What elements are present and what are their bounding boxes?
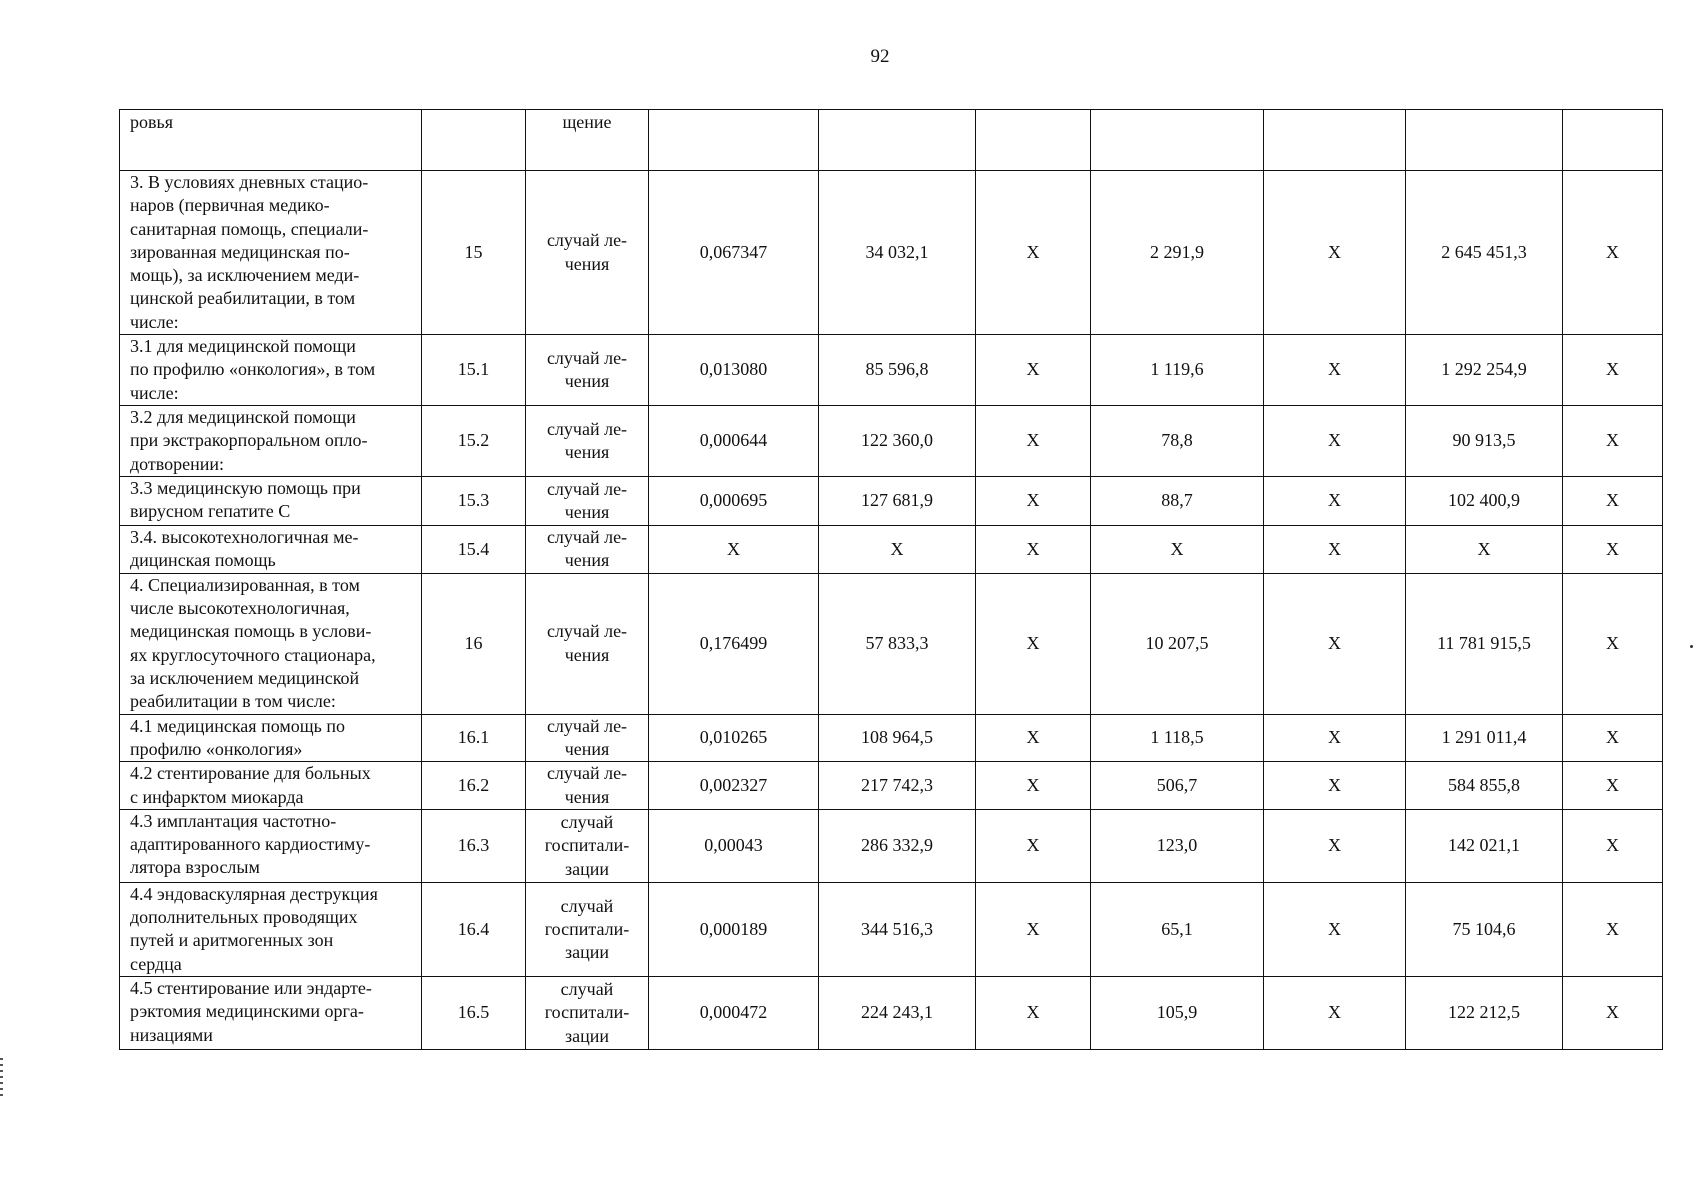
table-row: [120, 882, 1663, 976]
cell-c8: X: [1264, 335, 1406, 406]
cell-c7: 65,1: [1091, 882, 1264, 976]
data-table: [119, 109, 1663, 1050]
cell-c8: X: [1264, 762, 1406, 810]
cell-c5: 224 243,1: [819, 977, 976, 1050]
cell-c6: X: [976, 809, 1091, 882]
cell-c9: [1406, 110, 1563, 171]
cell-name: ровья: [120, 110, 422, 171]
cell-c5: [819, 110, 976, 171]
cell-c6: X: [976, 335, 1091, 406]
scan-edge-marks: [0, 1058, 3, 1098]
cell-c7: [1091, 110, 1264, 171]
cell-c8: X: [1264, 714, 1406, 762]
cell-c5: 344 516,3: [819, 882, 976, 976]
cell-code: 15.3: [422, 477, 526, 526]
cell-c7: 10 207,5: [1091, 573, 1264, 714]
scan-edge-dot: [1690, 645, 1693, 648]
cell-unit: случай ле- чения: [526, 526, 649, 574]
cell-c9: 122 212,5: [1406, 977, 1563, 1050]
cell-c9: 584 855,8: [1406, 762, 1563, 810]
cell-name: 4.3 имплантация частотно- адаптированного кардиостиму- лятора взрослым: [120, 809, 422, 882]
cell-code: 16: [422, 573, 526, 714]
cell-c6: X: [976, 573, 1091, 714]
table-row: [120, 762, 1663, 810]
table-row: [120, 477, 1663, 526]
table-body: [120, 110, 1663, 1050]
cell-c10: X: [1563, 762, 1663, 810]
cell-unit: случай госпитали- зации: [526, 977, 649, 1050]
cell-c4: 0,002327: [649, 762, 819, 810]
cell-c4: [649, 110, 819, 171]
cell-c8: [1264, 110, 1406, 171]
cell-c7: 123,0: [1091, 809, 1264, 882]
cell-c6: X: [976, 977, 1091, 1050]
cell-c10: X: [1563, 714, 1663, 762]
cell-c8: X: [1264, 526, 1406, 574]
cell-code: 15: [422, 171, 526, 335]
cell-name: 3. В условиях дневных стацио- наров (первичная медико- санитарная помощь, специали- зированная медицинская по- мощь), за исключением меди- цинской реабилитации, в том числе:: [120, 171, 422, 335]
cell-c4: 0,013080: [649, 335, 819, 406]
cell-code: 16.2: [422, 762, 526, 810]
cell-c7: 88,7: [1091, 477, 1264, 526]
cell-c5: 34 032,1: [819, 171, 976, 335]
cell-c9: 1 292 254,9: [1406, 335, 1563, 406]
cell-c8: X: [1264, 477, 1406, 526]
table-row: [120, 335, 1663, 406]
cell-c5: 85 596,8: [819, 335, 976, 406]
cell-c5: 57 833,3: [819, 573, 976, 714]
table-row: [120, 406, 1663, 477]
cell-code: 16.1: [422, 714, 526, 762]
cell-c8: X: [1264, 809, 1406, 882]
cell-unit: случай ле- чения: [526, 171, 649, 335]
cell-c9: 90 913,5: [1406, 406, 1563, 477]
cell-c10: X: [1563, 977, 1663, 1050]
cell-c4: 0,176499: [649, 573, 819, 714]
cell-name: 3.2 для медицинской помощи при экстракорпоральном опло- дотворении:: [120, 406, 422, 477]
cell-c7: 1 118,5: [1091, 714, 1264, 762]
cell-c4: 0,010265: [649, 714, 819, 762]
table-row: [120, 526, 1663, 574]
cell-c10: X: [1563, 882, 1663, 976]
cell-unit: случай ле- чения: [526, 762, 649, 810]
cell-name: 4.5 стентирование или эндарте- рэктомия медицинскими орга- низациями: [120, 977, 422, 1050]
cell-c8: X: [1264, 406, 1406, 477]
cell-code: 16.4: [422, 882, 526, 976]
cell-code: 15.4: [422, 526, 526, 574]
cell-unit: случай ле- чения: [526, 714, 649, 762]
cell-c5: X: [819, 526, 976, 574]
cell-name: 4.1 медицинская помощь по профилю «онкология»: [120, 714, 422, 762]
cell-c4: 0,000189: [649, 882, 819, 976]
cell-unit: случай ле- чения: [526, 477, 649, 526]
cell-c8: X: [1264, 573, 1406, 714]
cell-c5: 217 742,3: [819, 762, 976, 810]
cell-c9: 75 104,6: [1406, 882, 1563, 976]
cell-c8: X: [1264, 977, 1406, 1050]
cell-c9: 11 781 915,5: [1406, 573, 1563, 714]
cell-c4: 0,067347: [649, 171, 819, 335]
cell-unit: случай ле- чения: [526, 335, 649, 406]
table-row-continuation: [120, 110, 1663, 171]
cell-c7: 105,9: [1091, 977, 1264, 1050]
cell-c9: 102 400,9: [1406, 477, 1563, 526]
cell-c6: X: [976, 406, 1091, 477]
cell-name: 4. Специализированная, в том числе высокотехнологичная, медицинская помощь в услови- ях круглосуточного стационара, за исключением медицинской реабилитации в том числе:: [120, 573, 422, 714]
cell-c6: X: [976, 171, 1091, 335]
table-row: [120, 977, 1663, 1050]
cell-c10: X: [1563, 335, 1663, 406]
cell-unit: случай ле- чения: [526, 573, 649, 714]
cell-c5: 108 964,5: [819, 714, 976, 762]
cell-c6: X: [976, 477, 1091, 526]
cell-c10: X: [1563, 477, 1663, 526]
cell-code: 16.5: [422, 977, 526, 1050]
cell-c9: 142 021,1: [1406, 809, 1563, 882]
cell-c9: X: [1406, 526, 1563, 574]
cell-unit: случай госпитали- зации: [526, 809, 649, 882]
cell-c5: 286 332,9: [819, 809, 976, 882]
cell-c4: X: [649, 526, 819, 574]
cell-c7: 506,7: [1091, 762, 1264, 810]
cell-c5: 127 681,9: [819, 477, 976, 526]
cell-code: 16.3: [422, 809, 526, 882]
cell-c4: 0,00043: [649, 809, 819, 882]
cell-c4: 0,000644: [649, 406, 819, 477]
table-row: [120, 809, 1663, 882]
cell-name: 3.1 для медицинской помощи по профилю «онкология», в том числе:: [120, 335, 422, 406]
cell-c6: X: [976, 714, 1091, 762]
cell-c10: X: [1563, 573, 1663, 714]
cell-c10: X: [1563, 809, 1663, 882]
cell-name: 4.2 стентирование для больных с инфарктом миокарда: [120, 762, 422, 810]
cell-c6: X: [976, 762, 1091, 810]
cell-unit: случай ле- чения: [526, 406, 649, 477]
cell-c8: X: [1264, 882, 1406, 976]
cell-c7: X: [1091, 526, 1264, 574]
cell-c7: 2 291,9: [1091, 171, 1264, 335]
cell-c9: 2 645 451,3: [1406, 171, 1563, 335]
cell-code: 15.1: [422, 335, 526, 406]
cell-c4: 0,000472: [649, 977, 819, 1050]
cell-c6: [976, 110, 1091, 171]
cell-unit: щение: [526, 110, 649, 171]
cell-c4: 0,000695: [649, 477, 819, 526]
cell-name: 3.3 медицинскую помощь при вирусном гепатите С: [120, 477, 422, 526]
cell-c10: X: [1563, 526, 1663, 574]
cell-code: 15.2: [422, 406, 526, 477]
cell-c5: 122 360,0: [819, 406, 976, 477]
cell-c10: X: [1563, 406, 1663, 477]
cell-c10: X: [1563, 171, 1663, 335]
cell-name: 3.4. высокотехнологичная ме- дицинская помощь: [120, 526, 422, 574]
cell-c7: 78,8: [1091, 406, 1264, 477]
cell-unit: случай госпитали- зации: [526, 882, 649, 976]
page-number: 92: [870, 46, 890, 67]
cell-name: 4.4 эндоваскулярная деструкция дополнительных проводящих путей и аритмогенных зон сердца: [120, 882, 422, 976]
cell-c7: 1 119,6: [1091, 335, 1264, 406]
cell-c9: 1 291 011,4: [1406, 714, 1563, 762]
cell-c6: X: [976, 526, 1091, 574]
cell-code: [422, 110, 526, 171]
table-row: [120, 171, 1663, 335]
table-row: [120, 573, 1663, 714]
table-row: [120, 714, 1663, 762]
cell-c8: X: [1264, 171, 1406, 335]
cell-c6: X: [976, 882, 1091, 976]
cell-c10: [1563, 110, 1663, 171]
